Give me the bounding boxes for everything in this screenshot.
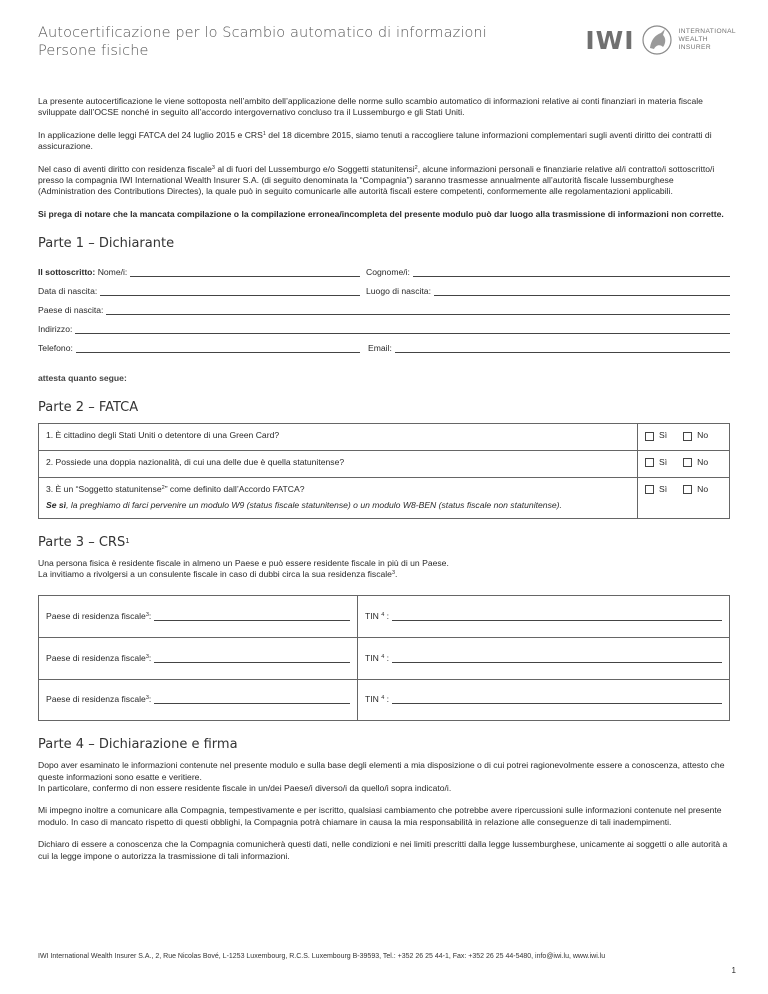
crs-row-3: Paese di residenza fiscale $^3$ : TIN $^4$ :	[38, 679, 730, 721]
nome-field[interactable]	[130, 268, 360, 277]
crs-intro: Una persona fisica è residente fiscale in almeno un Paese e può essere residente fiscale in più di un Paese. La invitiamo a rivolgersi a un consulente fiscale in caso di dubbi circa la sua residenza fiscale$^3$.	[38, 557, 449, 580]
company-logo	[585, 24, 736, 56]
tin-field-2[interactable]	[392, 654, 722, 663]
intro-paragraph-3: Nel caso di aventi diritto con residenza fiscale$^3$ al di fuori del Lussemburgo e/o Soggetti statunitensi$^2$, alcune informazioni personali e finanziarie relative al/i contratto/i sottoscritto/i presso la compagnia IWI International Wealth Insurer S.A. (di seguito denominata la “Compagnia”) saranno trasmesse annualmente all’autorità fiscale lussemburghese (Administration des Contributions Directes), la quale può in seguito comunicarle alle autorità fiscali estere competenti, conformemente alle regolamentazioni applicabili.	[38, 163, 715, 197]
fatca-table	[38, 423, 730, 518]
fatca-question-1: 1. È cittadino degli Stati Uniti o detentore di una Green Card?	[39, 424, 638, 451]
page-header	[38, 24, 738, 74]
email-label: Email:	[368, 343, 392, 354]
crs-row-1: Paese di residenza fiscale $^3$ : TIN $^4$ :	[38, 595, 730, 637]
intro-paragraph-1: La presente autocertificazione le viene sottoposta nell’ambito dell’applicazione delle norme sullo scambio automatico di informazioni relative ai conti finanziari in materia fiscale sviluppate dall’OCSE nonché in seguito all’accordo intergovernativo concluso tra il Lussemburgo e gli Stati Uniti.	[38, 96, 703, 118]
fatca-row-1	[39, 424, 730, 451]
page-number: 1	[731, 966, 736, 975]
fatca-question-3: 3. È un “Soggetto statunitense$^2$” come definito dall’Accordo FATCA? Se sì, la preghiamo di farci pervenire un modulo W9 (status fiscale statunitense) o un modulo W8-BEN (status fiscale non statunitense).	[39, 477, 638, 518]
fatca-question-2: 2. Possiede una doppia nazionalità, di cui una delle due è quella statunitense?	[39, 451, 638, 478]
part1-heading: Parte 1 – Dichiarante	[38, 236, 175, 252]
form-body	[38, 96, 730, 873]
data-nascita-field[interactable]	[100, 287, 360, 296]
luogo-nascita-field[interactable]	[434, 287, 730, 296]
declaration-paragraph-1: Dopo aver esaminato le informazioni contenute nel presente modulo e sulla base degli elementi a mia disposizione o di cui potrei ragionevolmente essere a conoscenza, attesto che queste informazioni sono esatte e veritiere. In particolare, confermo di non essere residente fiscale in un/dei Paese/i diverso/i da quello/i sopra indicato/i.	[38, 760, 725, 793]
declaration-paragraph-2: Mi impegno inoltre a comunicare alla Compagnia, tempestivamente e per iscritto, qualsiasi cambiamento che potrebbe avere ripercussioni sulle informazioni contenute nel presente modulo. In caso di mancato rispetto di questi obblighi, la Compagnia potrà chiamare in causa la mia responsabilità in relazione alle conseguenze di tali inadempimenti.	[38, 805, 722, 827]
email-field[interactable]	[395, 344, 730, 353]
paese-nascita-field[interactable]	[106, 306, 730, 315]
declaration-paragraph-3: Dichiaro di essere a conoscenza che la Compagnia comunicherà questi dati, nelle condizioni e nei limiti prescritti dalla legge lussemburghese, unicamente ai soggetti o alle autorità a cui la legge impone o autorizza la trasmissione di tali informazioni.	[38, 839, 728, 861]
q2-no-checkbox[interactable]: No	[683, 457, 708, 468]
unicorn-emblem-icon	[641, 24, 673, 56]
attesta-text: attesta quanto segue:	[38, 372, 127, 383]
fatca-row-2	[39, 451, 730, 478]
part2-heading: Parte 2 – FATCA	[38, 400, 139, 416]
fatca-row-3	[39, 477, 730, 518]
paese-residenza-field-2[interactable]	[154, 654, 350, 663]
q1-no-checkbox[interactable]: No	[683, 430, 708, 441]
page-footer: IWI International Wealth Insurer S.A., 2, Rue Nicolas Bové, L-1253 Luxembourg, R.C.S. Luxembourg B-39593, Tel.: +352 26 25 44-1, Fax: +352 26 25 44-5480, info@iwi.lu, www.iwi.lu	[38, 953, 606, 960]
q3-si-checkbox[interactable]: Sì	[645, 484, 667, 495]
fatca-note: Se sì, la preghiamo di farci pervenire un modulo W9 (status fiscale statunitense) o un modulo W8-BEN (status fiscale non statunitense).	[46, 500, 562, 511]
data-nascita-label: Data di nascita:	[38, 286, 98, 297]
crs-table	[38, 595, 730, 721]
warning-paragraph: Si prega di notare che la mancata compilazione o la compilazione erronea/incompleta del presente modulo può dar luogo alla trasmissione di informazioni non corrette.	[38, 208, 724, 219]
paese-nascita-label: Paese di nascita:	[38, 305, 104, 316]
logo-wordmark: IWI	[585, 25, 635, 55]
q2-si-checkbox[interactable]: Sì	[645, 457, 667, 468]
sottoscritto-label: Il sottoscritto: Nome/i:	[38, 267, 128, 278]
paese-residenza-field-1[interactable]	[154, 612, 350, 621]
luogo-nascita-label: Luogo di nascita:	[366, 286, 431, 297]
document-subtitle: Persone fisiche	[38, 43, 149, 59]
tin-field-3[interactable]	[392, 695, 722, 704]
telefono-label: Telefono:	[38, 343, 73, 354]
logo-tagline: INTERNATIONAL WEALTH INSURER	[678, 28, 736, 51]
indirizzo-field[interactable]	[75, 325, 730, 334]
intro-paragraph-2: In applicazione delle leggi FATCA del 24 luglio 2015 e CRS$^1$ del 18 dicembre 2015, siamo tenuti a raccogliere talune informazioni complementari sugli aventi diritto dei contratti di assicurazione.	[38, 129, 712, 152]
document-title: Autocertificazione per lo Scambio automatico di informazioni	[38, 25, 487, 41]
indirizzo-label: Indirizzo:	[38, 324, 73, 335]
paese-residenza-field-3[interactable]	[154, 695, 350, 704]
q1-si-checkbox[interactable]: Sì	[645, 430, 667, 441]
tin-field-1[interactable]	[392, 612, 722, 621]
cognome-label: Cognome/i:	[366, 267, 410, 278]
q3-no-checkbox[interactable]: No	[683, 484, 708, 495]
telefono-field[interactable]	[76, 344, 360, 353]
part4-heading: Parte 4 – Dichiarazione e firma	[38, 736, 238, 752]
part3-heading: Parte 3 – CRS$^1$	[38, 534, 130, 550]
cognome-field[interactable]	[413, 268, 730, 277]
crs-row-2: Paese di residenza fiscale $^3$ : TIN $^4$ :	[38, 637, 730, 679]
